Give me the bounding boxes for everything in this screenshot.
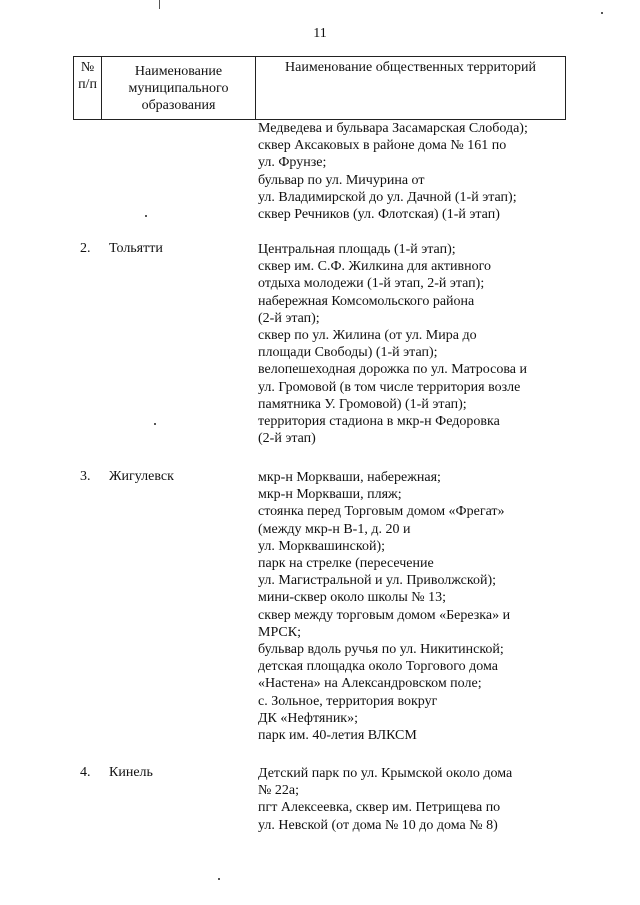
territory-line: ул. Владимирской до ул. Дачной (1-й этап); (258, 189, 517, 205)
row-territories (258, 765, 512, 834)
territory-line: (между мкр-н В-1, д. 20 и (258, 521, 411, 537)
territory-line: Центральная площадь (1-й этап); (258, 242, 456, 257)
row-number: 3. (80, 469, 91, 484)
header-number-line: п/п (78, 77, 97, 92)
territory-line: памятника У. Громовой) (1-й этап); (258, 396, 467, 412)
territory-line: ул. Громовой (в том числе территория возле (258, 379, 521, 395)
territory-line: сквер Аксаковых в районе дома № 161 по (258, 138, 507, 154)
header-municipality-line: муниципального (128, 81, 229, 96)
row-number: 2. (80, 241, 91, 256)
header-col-municipality (102, 57, 256, 119)
territory-line: парк им. 40-летия ВЛКСМ (258, 728, 417, 744)
header-col-number (74, 57, 102, 119)
territory-line: отдыха молодежи (1-й этап, 2-й этап); (258, 276, 485, 292)
scan-mark (154, 423, 156, 425)
territory-line: мкр-н Моркваши, пляж; (258, 487, 402, 503)
row-territories (258, 241, 527, 447)
territory-line: парк на стрелке (пересечение (258, 556, 434, 572)
territory-line: пгт Алексеевка, сквер им. Петрищева по (258, 800, 501, 816)
territory-line: ул. Невской (от дома № 10 до дома № 8) (258, 817, 498, 833)
territory-line: (2-й этап); (258, 310, 320, 326)
row-number: 4. (80, 765, 91, 780)
territory-line: стоянка перед Торговым домом «Фрегат» (258, 504, 505, 520)
table-header (73, 56, 566, 120)
territory-line: № 22а; (258, 783, 299, 799)
territory-line: сквер по ул. Жилина (от ул. Мира до (258, 328, 477, 344)
territory-line: ДК «Нефтяник»; (258, 710, 359, 726)
territory-line: сквер им. С.Ф. Жилкина для активного (258, 259, 492, 275)
continuation-block (258, 120, 528, 223)
row-municipality: Жигулевск (109, 469, 174, 484)
scan-mark (601, 12, 603, 14)
header-number-line: № (80, 60, 95, 75)
territory-line: бульвар по ул. Мичурина от (258, 172, 425, 188)
row-municipality: Тольятти (109, 241, 163, 256)
territory-line: (2-й этап) (258, 431, 316, 447)
territory-line: ул. Магистральной и ул. Приволжской); (258, 573, 497, 589)
header-col-territories: Наименование общественных территорий (285, 60, 536, 75)
territory-line: ул. Фрунзе; (258, 155, 327, 171)
territory-line: сквер между торговым домом «Березка» и (258, 607, 511, 623)
territory-line: мкр-н Моркваши, набережная; (258, 470, 441, 485)
territory-line: с. Зольное, территория вокруг (258, 693, 438, 709)
header-municipality-line: образования (141, 98, 216, 113)
territory-line: площади Свободы) (1-й этап); (258, 345, 438, 361)
territory-line: велопешеходная дорожка по ул. Матросова и (258, 362, 527, 378)
territory-line: Детский парк по ул. Крымской около дома (258, 766, 513, 781)
territory-line: мини-сквер около школы № 13; (258, 590, 446, 606)
scan-mark (218, 878, 220, 880)
header-municipality-line: Наименование (134, 64, 223, 79)
territory-line: бульвар вдоль ручья по ул. Никитинской; (258, 642, 504, 658)
territory-line: «Настена» на Александровском поле; (258, 676, 482, 692)
territory-line: территория стадиона в мкр-н Федоровка (258, 414, 500, 430)
scan-mark (159, 0, 160, 9)
row-municipality: Кинель (109, 765, 153, 780)
territory-line: МРСК; (258, 624, 301, 640)
territory-line: сквер Речников (ул. Флотская) (1-й этап) (258, 207, 500, 223)
page-number: 11 (313, 26, 327, 41)
scan-mark (145, 215, 147, 217)
territory-line: ул. Морквашинской); (258, 538, 386, 554)
territory-line: набережная Комсомольского района (258, 293, 475, 309)
row-territories (258, 469, 510, 744)
territory-line: детская площадка около Торгового дома (258, 659, 499, 675)
territory-line: Медведева и бульвара Засамарская Слобода); (258, 121, 528, 136)
